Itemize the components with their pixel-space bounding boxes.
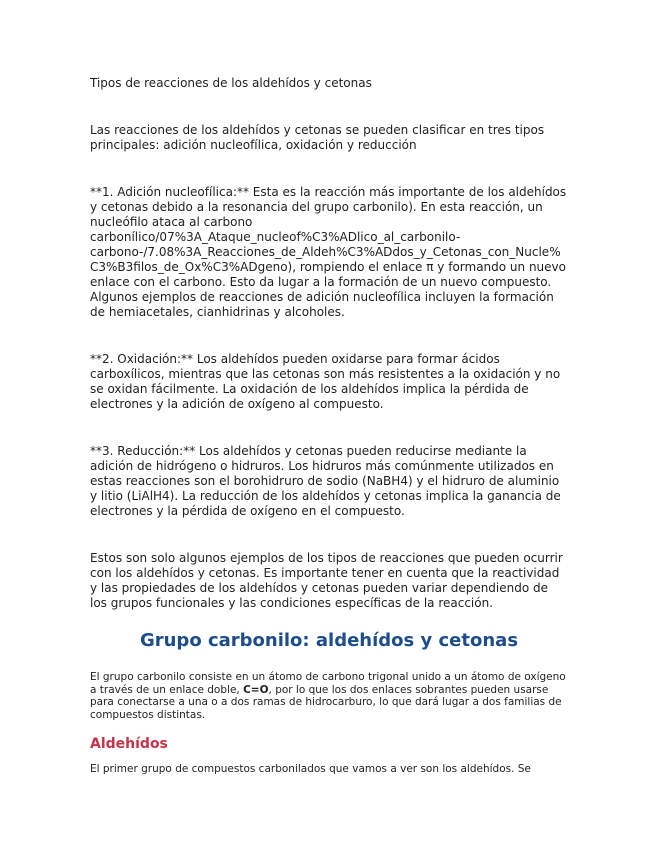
section-nucleophilic-addition: **1. Adición nucleofílica:** Esta es la reacción más importante de los aldehídos y cetonas debido a la resonancia del grupo carbonilo). En esta reacción, un nucleófilo ataca al carbono carbonílico/07%3A_Ataque_nucleof%C3%ADlico_al_carbonilo-carbono-/7.08%3A_Reacciones_de_Aldeh%C3%ADdos_y_Cetonas_con_Nucle%C3%B3filos_de_Ox%C3%ADgeno), rompiendo el enlace π y formando un nuevo enlace con el carbono. Esto da lugar a la formación de un nuevo compuesto. Algunos ejemplos de reacciones de adición nucleofílica incluyen la formación de hemiacetales, cianhidrinas y alcoholes. <box>90 185 567 319</box>
document-page <box>90 76 568 790</box>
closing-paragraph: Estos son solo algunos ejemplos de los tipos de reacciones que pueden ocurrir con los aldehídos y cetonas. Es importante tener en cuenta que la reactividad y las propiedades de los aldehídos y cetonas pueden variar dependiendo de los grupos funcionales y las condiciones específicas de la reacción. <box>90 551 563 610</box>
aldehidos-paragraph: El primer grupo de compuestos carbonilados que vamos a ver son los aldehídos. Se <box>90 763 531 775</box>
section-oxidation: **2. Oxidación:** Los aldehídos pueden oxidarse para formar ácidos carboxílicos, mientras que las cetonas son más resistentes a la oxidación y no se oxidan fácilmente. La oxidación de los aldehídos implica la pérdida de electrones y la adición de oxígeno al compuesto. <box>90 352 561 411</box>
carbonyl-text-before: El grupo carbonilo consiste en un átomo de carbono trigonal unido a un átomo de oxígeno a través de un enlace doble, <box>90 671 566 696</box>
carbonyl-paragraph <box>90 671 568 721</box>
carbonyl-formula: C=O <box>243 683 269 696</box>
intro-paragraph: Las reacciones de los aldehídos y cetonas se pueden clasificar en tres tipos principales: adición nucleofílica, oxidación y reducción <box>90 123 545 152</box>
aldehidos-subheading: Aldehídos <box>90 736 168 752</box>
carbonyl-text-after: , por lo que los dos enlaces sobrantes pueden usarse para conectarse a una o a dos ramas de hidrocarburo, lo que dará lugar a dos familias de compuestos distintas. <box>90 683 562 721</box>
carbonyl-heading: Grupo carbonilo: aldehídos y cetonas <box>139 630 519 651</box>
document-title-line: Tipos de reacciones de los aldehídos y cetonas <box>90 76 372 90</box>
section-reduction: **3. Reducción:** Los aldehídos y cetonas pueden reducirse mediante la adición de hidrógeno o hidruros. Los hidruros más comúnmente utilizados en estas reacciones son el borohidruro de sodio (NaBH4) y el hidruro de aluminio y litio (LiAlH4). La reducción de los aldehídos y cetonas implica la ganancia de electrones y la pérdida de oxígeno en el compuesto. <box>90 444 561 518</box>
